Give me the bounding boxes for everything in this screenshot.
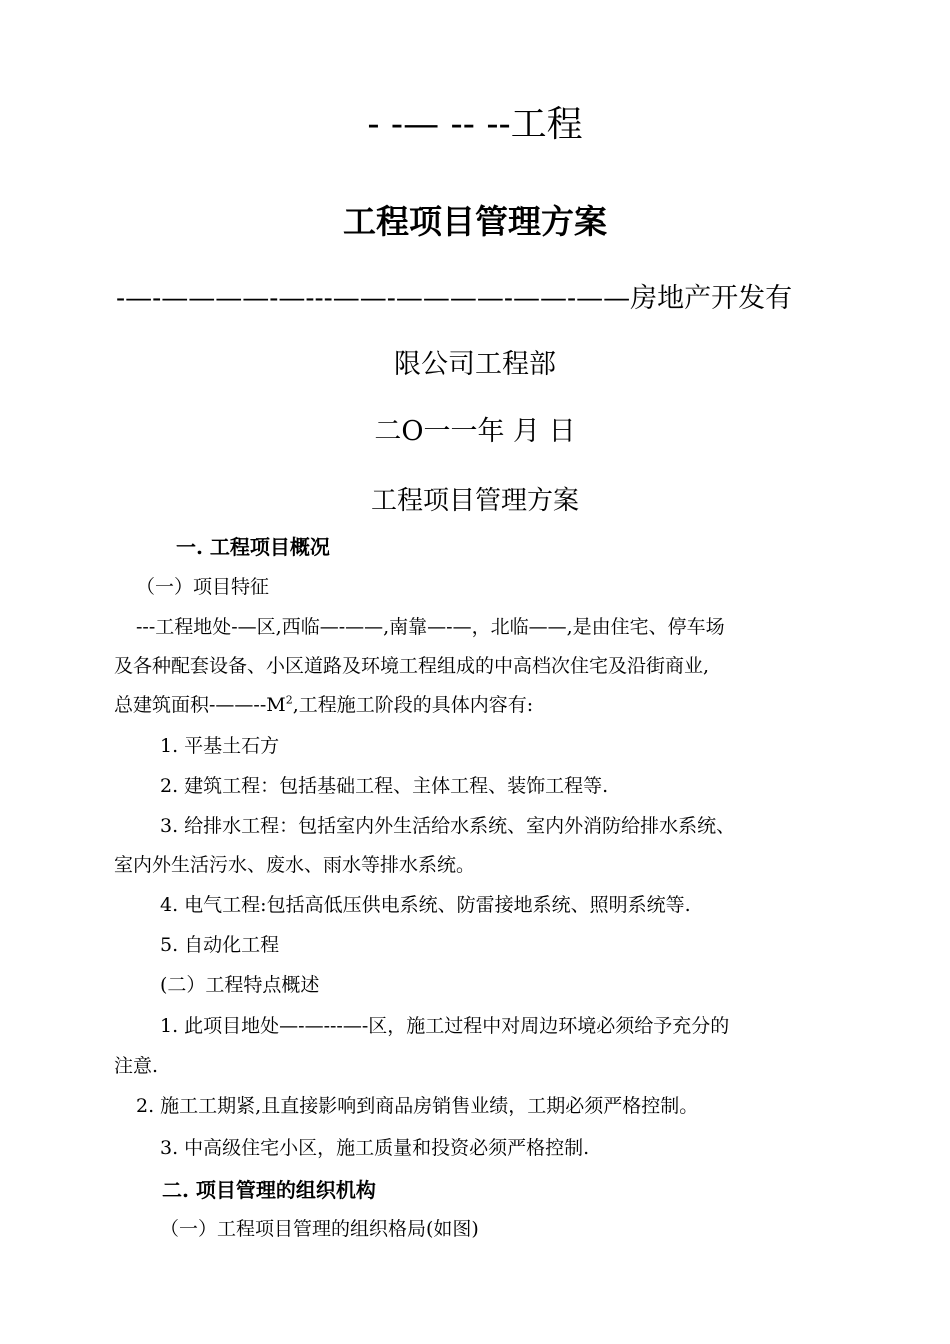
- project-name: - -— -- --工程: [367, 104, 583, 145]
- list-item: 2. 施工工期紧,且直接影响到商品房销售业绩，工期必须严格控制。: [136, 1095, 699, 1117]
- list-item-continuation: 注意.: [114, 1055, 159, 1077]
- subsection-1-2-title: (二）工程特点概述: [160, 974, 320, 996]
- company-line-1: -—-————-—---——-————-——-——房地产开发有: [116, 283, 793, 314]
- list-item: 4. 电气工程:包括高低压供电系统、防雷接地系统、照明系统等.: [160, 894, 691, 916]
- list-item: 5. 自动化工程: [160, 934, 280, 956]
- project-feature-line-3: [114, 693, 534, 716]
- list-item: 2. 建筑工程：包括基础工程、主体工程、装饰工程等.: [160, 775, 609, 797]
- list-item: 3. 中高级住宅小区，施工质量和投资必须严格控制.: [160, 1137, 590, 1159]
- list-item-continuation: 室内外生活污水、废水、雨水等排水系统。: [114, 854, 476, 876]
- total-area-text: 总建筑面积-——--M: [114, 694, 286, 716]
- cover-date: 二O一一年 月 日: [374, 416, 576, 447]
- construction-content-text: ,工程施工阶段的具体内容有:: [292, 694, 534, 716]
- list-item: 3. 给排水工程：包括室内外生活给水系统、室内外消防给排水系统、: [160, 815, 736, 837]
- project-feature-line-1: ---工程地处-—区,西临—-——,南靠—-—，北临——,是由住宅、停车场: [136, 616, 725, 638]
- subsection-1-1-title: （一）项目特征: [136, 576, 270, 598]
- section-2-heading: 二. 项目管理的组织机构: [162, 1178, 376, 1202]
- company-line-2: 限公司工程部: [394, 349, 556, 380]
- project-feature-line-2: 及各种配套设备、小区道路及环境工程组成的中高档次住宅及沿街商业,: [114, 655, 710, 677]
- main-title: 工程项目管理方案: [343, 202, 607, 241]
- list-item: 1. 此项目地处—-—---—-区，施工过程中对周边环境必须给予充分的: [160, 1015, 730, 1037]
- list-item: 1. 平基土石方: [160, 735, 280, 757]
- area-unit-superscript: 2: [285, 693, 293, 707]
- doc-title: 工程项目管理方案: [370, 486, 579, 516]
- subsection-2-1-title: （一）工程项目管理的组织格局(如图): [160, 1218, 479, 1240]
- section-1-heading: 一. 工程项目概况: [176, 535, 330, 559]
